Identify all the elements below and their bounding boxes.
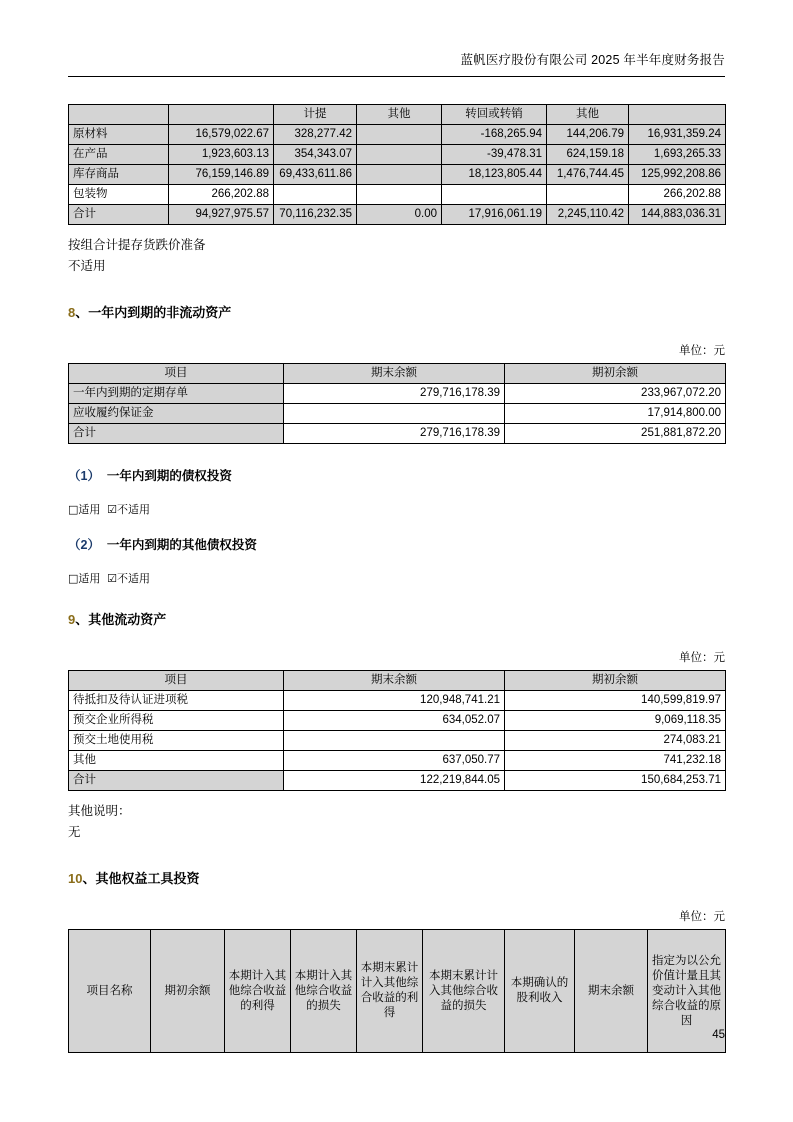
- col-blank-3: [629, 105, 726, 125]
- row-label: 原材料: [69, 125, 169, 145]
- col-begin-balance: 期初余额: [151, 930, 225, 1053]
- section-8-title: 、一年内到期的非流动资产: [75, 305, 232, 320]
- col-end-balance: 期末余额: [575, 930, 648, 1053]
- section-8-sub1-number: （1）: [68, 469, 100, 483]
- table-row: [69, 125, 726, 145]
- cell-begin-balance: 233,967,072.20: [505, 384, 726, 404]
- page-number: 45: [712, 1029, 725, 1041]
- header-divider: [68, 76, 725, 77]
- combined-provision-note-line2: 不适用: [68, 259, 106, 273]
- cell-end-balance: 637,050.77: [284, 751, 505, 771]
- col-begin-balance: 期初余额: [505, 364, 726, 384]
- section-8-sub2-heading: [68, 535, 725, 555]
- row-label: 在产品: [69, 145, 169, 165]
- row-label: 其他: [69, 751, 284, 771]
- cell-c4: 17,916,061.19: [442, 205, 547, 225]
- cell-end-balance: 279,716,178.39: [284, 424, 505, 444]
- cell-begin-balance: 251,881,872.20: [505, 424, 726, 444]
- not-applicable-checkbox-checked[interactable]: ☑不适用: [107, 572, 150, 585]
- cell-end-balance: 122,219,844.05: [284, 771, 505, 791]
- row-label: 合计: [69, 205, 169, 225]
- cell-c5: 144,206.79: [547, 125, 629, 145]
- page-content: [68, 104, 725, 1053]
- cell-end-balance: 120,948,741.21: [284, 691, 505, 711]
- col-reversal: 转回或转销: [442, 105, 547, 125]
- document-header: 蓝帆医疗股份有限公司 2025 年半年度财务报告: [460, 53, 725, 67]
- table-total-row: [69, 424, 726, 444]
- col-period-oci-gain: 本期计入其他综合收益的利得: [225, 930, 291, 1053]
- table-header-row: [69, 364, 726, 384]
- col-other-1: 其他: [357, 105, 442, 125]
- cell-c6: 1,693,265.33: [629, 145, 726, 165]
- row-label: 预交企业所得税: [69, 711, 284, 731]
- cell-c2: 70,116,232.35: [274, 205, 357, 225]
- cell-c2: [274, 185, 357, 205]
- row-label: 库存商品: [69, 165, 169, 185]
- col-end-balance: 期末余额: [284, 671, 505, 691]
- section-9-other-note-label: 其他说明：: [68, 804, 131, 818]
- section-8-number: 8: [68, 305, 76, 320]
- cell-c1: 94,927,975.57: [169, 205, 274, 225]
- inventory-provision-table: [68, 104, 726, 225]
- applicable-checkbox-unchecked[interactable]: □适用: [68, 572, 101, 585]
- section-8-sub2-title: 一年内到期的其他债权投资: [106, 538, 257, 552]
- row-label: 待抵扣及待认证进项税: [69, 691, 284, 711]
- col-blank-1: [69, 105, 169, 125]
- col-provision: 计提: [274, 105, 357, 125]
- row-label: 预交土地使用税: [69, 731, 284, 751]
- row-label: 合计: [69, 424, 284, 444]
- col-item-name: 项目名称: [69, 930, 151, 1053]
- section-10-number: 10: [68, 871, 83, 886]
- table-row: [69, 185, 726, 205]
- cell-c4: -168,265.94: [442, 125, 547, 145]
- cell-c3: [357, 125, 442, 145]
- cell-c6: 125,992,208.86: [629, 165, 726, 185]
- cell-c4: [442, 185, 547, 205]
- section-8-sub1-title: 一年内到期的债权投资: [106, 469, 232, 483]
- section-8-sub2-number: （2）: [68, 538, 100, 552]
- cell-c3: [357, 165, 442, 185]
- section-9-title: 、其他流动资产: [75, 612, 167, 627]
- col-blank-2: [169, 105, 274, 125]
- section-8-sub2-applicability: [68, 569, 725, 588]
- cell-begin-balance: 17,914,800.00: [505, 404, 726, 424]
- cell-c1: 76,159,146.89: [169, 165, 274, 185]
- table-header-row: [69, 930, 726, 1053]
- cell-c5: 2,245,110.42: [547, 205, 629, 225]
- cell-c2: 69,433,611.86: [274, 165, 357, 185]
- cell-c2: 354,343.07: [274, 145, 357, 165]
- cell-begin-balance: 741,232.18: [505, 751, 726, 771]
- col-period-oci-loss: 本期计入其他综合收益的损失: [291, 930, 357, 1053]
- table-row: [69, 751, 726, 771]
- table-row: [69, 384, 726, 404]
- row-label: 一年内到期的定期存单: [69, 384, 284, 404]
- section-9-heading: [68, 610, 725, 630]
- col-begin-balance: 期初余额: [505, 671, 726, 691]
- cell-c4: 18,123,805.44: [442, 165, 547, 185]
- cell-c5: 624,159.18: [547, 145, 629, 165]
- section-10-heading: [68, 869, 725, 889]
- cell-c2: 328,277.42: [274, 125, 357, 145]
- table-total-row: [69, 205, 726, 225]
- col-item: 项目: [69, 671, 284, 691]
- cell-c3: [357, 145, 442, 165]
- table-total-row: [69, 771, 726, 791]
- section-8-sub1-heading: [68, 466, 725, 486]
- row-label: 合计: [69, 771, 284, 791]
- cell-begin-balance: 9,069,118.35: [505, 711, 726, 731]
- unit-label-section10: 单位：元: [679, 911, 725, 923]
- table-row: [69, 404, 726, 424]
- col-designation-reason: 指定为以公允价值计量且其变动计入其他综合收益的原因: [648, 930, 726, 1053]
- cell-end-balance: 279,716,178.39: [284, 384, 505, 404]
- cell-c3: 0.00: [357, 205, 442, 225]
- table-row: [69, 691, 726, 711]
- table-header-row: [69, 105, 726, 125]
- table-row: [69, 145, 726, 165]
- combined-provision-note-line1: 按组合计提存货跌价准备: [68, 238, 206, 252]
- table-row: [69, 165, 726, 185]
- col-cumulative-oci-gain: 本期末累计计入其他综合收益的利得: [357, 930, 423, 1053]
- col-item: 项目: [69, 364, 284, 384]
- col-cumulative-oci-loss: 本期末累计计入其他综合收益的损失: [423, 930, 505, 1053]
- cell-begin-balance: 150,684,253.71: [505, 771, 726, 791]
- unit-label-section8: 单位：元: [679, 345, 725, 357]
- cell-c6: 144,883,036.31: [629, 205, 726, 225]
- row-label: 应收履约保证金: [69, 404, 284, 424]
- applicable-checkbox-unchecked[interactable]: □适用: [68, 503, 101, 516]
- section-9-table: [68, 670, 726, 791]
- cell-c4: -39,478.31: [442, 145, 547, 165]
- cell-end-balance: 634,052.07: [284, 711, 505, 731]
- cell-end-balance: [284, 404, 505, 424]
- table-header-row: [69, 671, 726, 691]
- col-other-2: 其他: [547, 105, 629, 125]
- section-10-table: [68, 929, 726, 1053]
- cell-begin-balance: 140,599,819.97: [505, 691, 726, 711]
- section-8-sub1-applicability: [68, 500, 725, 519]
- table-row: [69, 731, 726, 751]
- section-9-other-note-value: 无: [68, 825, 81, 839]
- cell-c6: 16,931,359.24: [629, 125, 726, 145]
- cell-c6: 266,202.88: [629, 185, 726, 205]
- cell-end-balance: [284, 731, 505, 751]
- section-8-table: [68, 363, 726, 444]
- unit-label-section9: 单位：元: [679, 652, 725, 664]
- cell-c5: [547, 185, 629, 205]
- table-row: [69, 711, 726, 731]
- cell-c1: 16,579,022.67: [169, 125, 274, 145]
- not-applicable-checkbox-checked[interactable]: ☑不适用: [107, 503, 150, 516]
- cell-c5: 1,476,744.45: [547, 165, 629, 185]
- col-end-balance: 期末余额: [284, 364, 505, 384]
- cell-begin-balance: 274,083.21: [505, 731, 726, 751]
- section-9-number: 9: [68, 612, 76, 627]
- section-10-title: 、其他权益工具投资: [82, 871, 200, 886]
- cell-c1: 1,923,603.13: [169, 145, 274, 165]
- cell-c3: [357, 185, 442, 205]
- section-8-heading: [68, 303, 725, 323]
- cell-c1: 266,202.88: [169, 185, 274, 205]
- col-dividend-income: 本期确认的股利收入: [505, 930, 575, 1053]
- row-label: 包装物: [69, 185, 169, 205]
